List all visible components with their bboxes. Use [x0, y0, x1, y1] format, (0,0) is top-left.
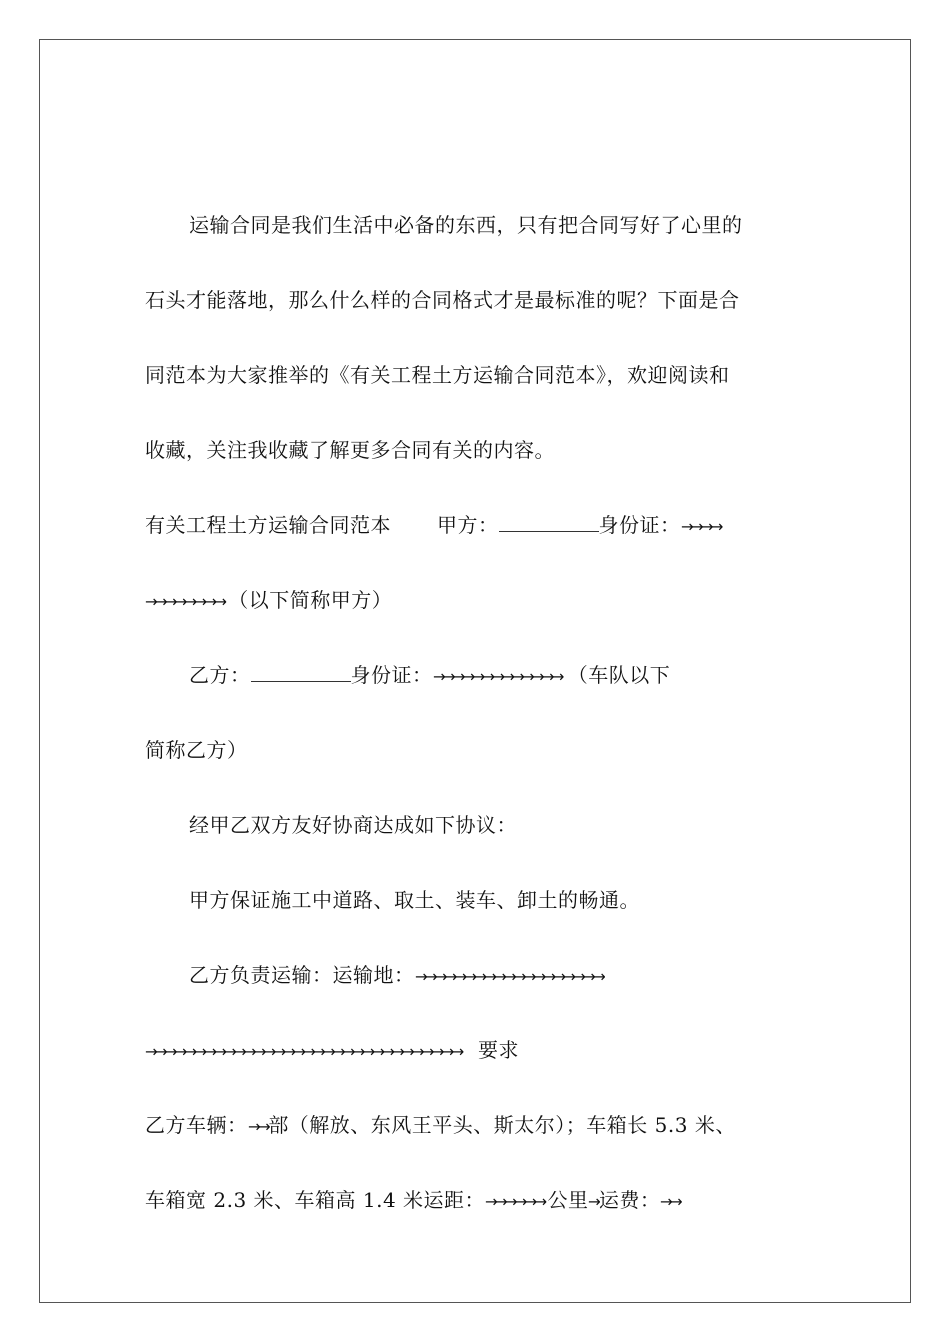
party-a-id-arrows-cont: →→→→→→→→ [145, 592, 225, 611]
fee-label: 运费： [598, 1188, 661, 1212]
km-arrow: → [588, 1192, 599, 1211]
party-b-id-label: 身份证： [350, 663, 433, 687]
clause-b-line-1 [189, 961, 612, 991]
party-b-id-arrows: →→→→→→→→→→→→→ [432, 667, 562, 686]
contract-title: 有关工程土方运输合同范本 [145, 513, 391, 537]
distance-arrows: →→→→→→ [485, 1192, 545, 1211]
party-b-suffix-1: （车队以下 [567, 663, 671, 687]
party-a-name-blank [499, 513, 599, 532]
fee-arrows: →→ [660, 1192, 681, 1211]
party-a-label: 甲方： [437, 513, 499, 537]
intro-line-1: 运输合同是我们生活中必备的东西，只有把合同写好了心里的 [189, 213, 743, 237]
clause-b-line-3 [145, 1111, 736, 1141]
destination-arrows-1: →→→→→→→→→→→→→→→→→→→ [414, 967, 603, 986]
km-text: 公里 [547, 1188, 589, 1212]
party-b-suffix-2: 简称乙方） [145, 738, 248, 762]
destination-arrows-2: →→→→→→→→→→→→→→→→→→→→→→→→→→→→→→→→ [145, 1042, 462, 1061]
party-a-line [145, 511, 722, 541]
party-a-suffix: （以下简称甲方） [228, 588, 393, 612]
intro-line-2: 石头才能落地，那么什么样的合同格式才是最标准的呢？下面是合 [145, 288, 740, 312]
clause-b-line-4 [145, 1186, 681, 1216]
party-b-line [189, 661, 670, 691]
clause-b-line-2 [145, 1036, 519, 1066]
party-a-id-label: 身份证： [598, 513, 681, 537]
party-b-name-blank [251, 663, 351, 682]
party-a-line-2 [145, 586, 392, 616]
intro-line-3: 同范本为大家推举的《有关工程土方运输合同范本》，欢迎阅读和 [145, 363, 730, 387]
vehicles-arrows: →→ [247, 1117, 268, 1136]
intro-line-4: 收藏，关注我收藏了解更多合同有关的内容。 [145, 438, 555, 462]
clause-a: 甲方保证施工中道路、取土、装车、卸土的畅通。 [189, 888, 640, 912]
clause-b-label: 乙方负责运输：运输地： [189, 963, 415, 987]
agreement-intro: 经甲乙双方友好协商达成如下协议： [189, 813, 517, 837]
party-b-label: 乙方： [189, 663, 251, 687]
vehicles-text: 部（解放、东风王平头、斯太尔）；车箱长 5.3 米、 [268, 1113, 736, 1137]
party-a-id-arrows: →→→→ [680, 517, 721, 536]
require-text: 要求 [478, 1038, 519, 1062]
box-text: 车箱宽 2.3 米、车箱高 1.4 米运距： [145, 1188, 486, 1212]
vehicles-label: 乙方车辆： [145, 1113, 248, 1137]
